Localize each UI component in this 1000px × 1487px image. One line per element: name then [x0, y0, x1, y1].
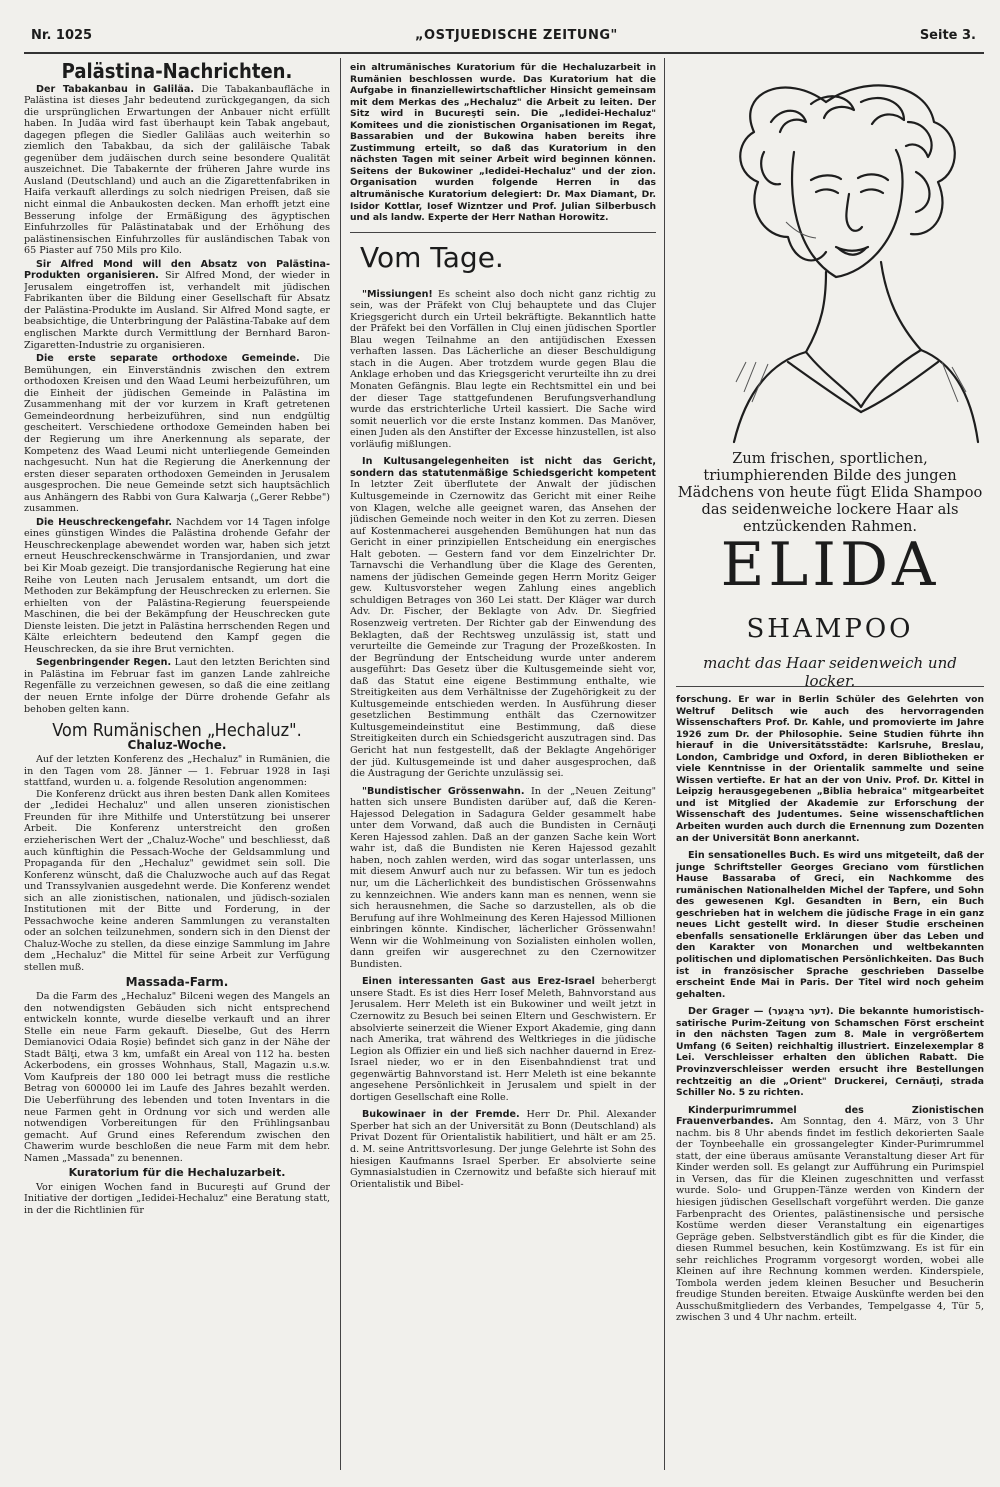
article-heading: Sir Alfred Mond will den Absatz von Palästina-Produkten organisieren. [24, 258, 330, 282]
article-paragraph [350, 289, 656, 451]
article-heading: "Bundistischer Grössenwahn. [362, 785, 525, 797]
article-text: Die Bemühungen, ein Einverständnis zwischen den extrem orthodoxen Kreisen und den Waad Leumi herbeizuführen, um die Einheit der jüdischen Gemeinde in Palästina im Zusammenhang mit der vor kurzem in Kraft getretenen Gemeindeordnung herbeizuführen, sind nun endgültig gescheitert. Verschiedene orthodoxe Gemeinden haben bei der Regierung um ihre Anerkennung als separate, der Kompetenz des Waad Leumi nicht unterliegende Gemeinden nachgesucht. Nun hat die Regierung die Anerkennung der ersten dieser separaten orthodoxen Gemeinden in Jerusalem ausgesprochen. Die neue Gemeinde setzt sich hauptsächlich aus Anhängern des Rabbi von Gura Kalwarja („Gerer Rebbe") zusammen. [24, 353, 330, 515]
article-paragraph: Vor einigen Wochen fand in Bucureşti auf Grund der Initiative der dortigen „Iedidei-Hechaluz" eine Beratung statt, in der die Richtlinien für [24, 1181, 330, 1216]
article-heading: In Kultusangelegenheiten ist nicht das Gericht, sondern das statutenmäßige Schiedsgericht kompetent [350, 456, 656, 479]
article-paragraph: Da die Farm des „Hechaluz" Bilceni wegen des Mangels an den notwendigsten Gebäuden sich nicht entsprechend entwickeln konnte, wurde dieselbe verkauft und an ihrer Stelle ein neue Farm gekauft. Dieselbe, Gut des Herrn Demianovici Odaia Roşie) befindet sich ganz in der Nähe der Stadt Bălţi, etwa 3 km, umfaßt ein Areal von 112 ha. besten Ackerbodens, ein grosses Wohnhaus, Stall, Magazin u.s.w. Vom Kaufpreis der 180 000 lei betragt muss die restliche Betrag von 600000 lei im Laufe des Jahres bezahlt werden. Die Ueberführung des lebenden und toten Inventars in die neue Farmen geht in Ordnung vor sich und werden alle notwendigen Vorbereitungen für den Frühlingsanbau gemacht. Auf Grund eines Referendum zwischen den Chawerim wurde beschloßen die neue Farm mit dem hebr. Namen „Massada" zu benennen. [24, 991, 330, 1164]
column-3 [676, 694, 984, 1472]
article-text: Herr Dr. Phil. Alexander Sperber hat sich an der Universität zu Bonn (Deutschland) als Privat Dozent für Orientalistik habilitiert, und hält er am 25. d. M. seine Antrittsvorlesung. Der junge Gelehrte ist Sohn des hiesigen Kaufmanns Israel Sperber. Er absolvierte seine Gymnasialstudien in Czernowitz und befaßte sich hierauf mit Orientalistik und Bibel- [350, 1109, 656, 1190]
section-subtitle: Kuratorium für die Hechaluzarbeit. [68, 1166, 286, 1180]
newspaper-title: „OSTJUEDISCHE ZEITUNG" [415, 28, 618, 43]
article-paragraph: forschung. Er war in Berlin Schüler des Gelehrten von Weltruf Delitsch wie auch des hervorragenden Wissenschafters Prof. Dr. Kahle, und promovierte im Jahre 1926 zum Dr. der Philosophie. Seine Studien führte ihn hierauf in die Universitätsstädte: Karlsruhe, Breslau, London, Cambridge und Oxford, in deren Bibliotheken er viele Kenntnisse in der Orientalik sammelte und seine Wissen vertiefte. Er hat an der von Univ. Prof. Dr. Kittel in Leipzig herausgegebenen „Biblia hebraica" mitgearbeitet und ist Mitglied der Akademie zur Erforschung der Wissenschaft des Judentumes. Seine wissenschaftlichen Arbeiten wurden auch durch die Ernennung zum Dozenten an der Universität Bonn anerkannt. [676, 694, 984, 844]
article-heading: Der Tabakanbau in Galiläa. [36, 83, 194, 95]
article-paragraph [350, 786, 656, 971]
ad-tagline: macht das Haar seidenweich und locker. [703, 654, 957, 690]
elida-shampoo-ad [676, 62, 984, 690]
article-heading: Die erste separate orthodoxe Gemeinde. [36, 353, 300, 365]
article-paragraph [24, 517, 330, 656]
article-text: Die Tabakanbaufläche in Palästina ist dieses Jahr bedeutend zurückgegangen, da sich die ursprünglichen Erwartungen der Anbauer nicht erfüllt haben. In Judäa wird fast überhaupt kein Tabak angebaut, dagegen pflegen die Siedler Galiläas auch weiterhin so ziemlich den Tabakbau, da sich der galiläische Tabak gegenüber dem judäischen durch seine besondere Qualität auszeichnet. Die Tabakernte der früheren Jahre wurde ins Ausland (Deutschland) und auch an die Zigarettenfabriken in Haifa verkauft allerdings zu solch niedrigen Preisen, daß sie nicht einmal die Anbaukosten decken. Man erhofft jetzt eine Besserung infolge der Ermäßigung des ägyptischen Einfuhrzolles für Palästinatabak und der Erhöhung des palästinensischen Einfuhrzolles für ausländischen Tabak von 65 Piaster auf 750 Mils pro Kilo. [24, 83, 330, 257]
section-title: Vom Tage. [360, 240, 504, 274]
article-paragraph [24, 353, 330, 515]
page-header [0, 28, 1000, 48]
article-paragraph [676, 1006, 984, 1098]
column-divider [340, 58, 341, 1470]
article-heading: Ein sensationelles Buch. [688, 850, 820, 862]
article-text: Am Sonntag, den 4. März, von 3 Uhr nachm. bis 8 Uhr abends findet im festlich dekorierten Saale der Toynbeehalle ein grossangelegter Kinder-Purimrummel statt, der eine überaus amüsante Veranstaltung dieser Art für Kinder werden soll. Es gelangt zur Aufführung ein Purimspiel in Versen, das für die Kleinen zugeschnitten und verfasst wurde. Solo- und Gruppen-Tänze werden von Kindern der hiesigen jüdischen Gesellschaft vorgeführt werden. Die ganze Farbenpracht des Orientes, palästinensische und persische Kostüme werden dieser Veranstaltung ein eigenartiges Gepräge geben. Selbstverständlich gibt es für die Kinder, die diesen Rummel besuchen, kein Kostümzwang. Es ist für ein sehr reichliches Programm vorgesorgt worden, wobei alle Kleinen auf ihre Rechnung kommen werden. Kinderspiele, Tombola werden jedem kleinen Besucher und Besucherin freudige Stunden bereiten. Etwaige Auskünfte werden bei den Ausschußmitgliedern des Verbandes, Tempelgasse 4, Tür 5, zwischen 3 und 4 Uhr nachm. erteilt. [676, 1116, 984, 1324]
article-paragraph [24, 84, 330, 257]
section-title: Palästina-Nachrichten. [61, 62, 293, 83]
divider [350, 232, 656, 233]
section-title: Vom Rumänischen „Hechaluz". [52, 720, 302, 742]
article-text: Laut den letzten Berichten sind in Palästina im Februar fast im ganzen Lande zahlreiche Regenfälle zu verzeichnen gewesen, so daß die eine zeitlang der neuen Ernte infolge der Dürre drohende Gefahr als behoben gelten kann. [24, 657, 330, 715]
article-text: In der „Neuen Zeitung" hatten sich unsere Bundisten darüber auf, daß die Keren-Hajessod Delegation in Sadagura Gelder gesammelt habe unter dem Vorwand, daß auch die Bundisten in Cernăuţi Keren Hajessod zahlen. Daß an der ganzen Sache kein Wort wahr ist, daß die Bundisten nie Keren Hajessod gezahlt haben, noch zahlen werden, wird das sogar unterlassen, uns mit diesem Anwurf auch nur zu befassen. Wir tun es jedoch nur, um die Lächerlichkeit des bundistischen Grössenwahns zu kennzeichnen. Wie anders kann man es nennen, wenn sie sich herausnehmen, die Sache so darzustellen, als ob die Berufung auf ihre Wohlmeinung des Keren Hajessod Millionen einbringen könnte. Kindischer, lächerlicher Grössenwahn! Wenn wir die Wohlmeinung von Sozialisten einholen wollen, dann greifen wir ausgerechnet zu den Czernowitzer Bundisten. [350, 785, 656, 970]
article-text: (דער גראַגער). Die bekannte humoristisch-satirische Purim-Zeitung von Schamschen Först erscheint in den nächsten Tagen zum 8. Male in vergrößertem Umfang (6 Seiten) reichhaltig illustriert. Einzelexemplar 8 Lei. Verschleisser erhalten den üblichen Rabatt. Die Provinzverschleisser werden ersucht ihre Bestellungen rechtzeitig an die „Orient" Druckerei, Cernăuţi, strada Schiller No. 5 zu richten. [676, 1006, 984, 1099]
article-heading: Der Grager — [688, 1006, 764, 1018]
article-heading: "Missiungen! [362, 288, 433, 300]
section-subtitle: Massada-Farm. [125, 974, 229, 989]
article-paragraph: Die Konferenz drückt aus ihren besten Dank allen Komitees der „Iedidei Hechaluz" und allen unseren zionistischen Freunden für ihre Mithilfe und Unterstützung bei unserer Arbeit. Die Konferenz unterstreicht den großen erzieherischen Wert der „Chaluz-Woche" und beschliesst, daß auch künftighin die Pessach-Woche der Geldsammlung und Propaganda für den „Hechaluz" gewidmet sein soll. Die Konferenz wünscht, daß die Chaluzwoche auch auf das Regat und Transsylvanien ausgedehnt werde. Die Konferenz wendet sich an alle zionistischen, nationalen, und jüdisch-sozialen Institutionen mit der Bitte und Forderung, in der Pessachwoche keine anderen Sammlungen zu veranstalten oder an solchen teilzunehmen, sondern sich in den Dienst der Chaluz-Woche zu stellen, da diese einzige Sammlung im Jahre dem „Hechaluz" die Mittel für seine Arbeit zur Verfügung stellen muß. [24, 788, 330, 974]
article-paragraph [350, 456, 656, 779]
article-paragraph [350, 1109, 656, 1190]
article-paragraph [676, 1105, 984, 1324]
page-side: Seite 3. [919, 28, 976, 43]
article-heading: Bukowinaer in der Fremde. [362, 1109, 520, 1121]
article-paragraph: Auf der letzten Konferenz des „Hechaluz" in Rumänien, die in den Tagen vom 28. Jänner — 1. Februar 1928 in Iaşi stattfand, wurden u. a. folgende Resolution angenommen: [24, 754, 330, 789]
article-paragraph [24, 657, 330, 715]
article-paragraph: ein altrumänisches Kuratorium für die Hechaluzarbeit in Rumänien beschlossen wurde. Das Kuratorium hat die Aufgabe in finanziellewirtschaftlicher Hinsicht gemeinsam mit dem Merkas des „Hechaluz" die Arbeit zu leiten. Der Sitz wird in Bucureşti sein. Die „Iedidei-Hechaluz" Komitees und die zionistischen Organisationen im Regat, Bassarabien und der Bukowina haben bereits ihre Zustimmung erteilt, so daß das Kuratorium in den nächsten Tagen mit seiner Arbeit wird beginnen können. Seitens der Bukowiner „Iedidei-Hechaluz" und der zion. Organisation wurden folgende Herren in das altrumänische Kuratorium delegiert: Dr. Max Diamant, Dr. Isidor Kottlar, Iosef Wizntzer und Prof. Julian Silberbusch und als landw. Experte der Herr Nathan Horowitz. [350, 62, 656, 224]
column-divider [664, 58, 665, 1470]
header-rule [24, 52, 984, 54]
article-paragraph [350, 976, 656, 1103]
ad-copy: Zum frischen, sportlichen, triumphierenden Bilde des jungen Mädchens von heute fügt Elida Shampoo das seidenweiche lockere Haar als entzückenden Rahmen. [677, 450, 983, 535]
ad-product-name: SHAMPOO [746, 614, 914, 644]
article-paragraph [676, 850, 984, 1000]
article-heading: Kinderpurimrummel des Zionistischen Frauenverbandes. [676, 1104, 984, 1128]
article-text: Es wird uns mitgeteilt, daß der junge Schriftsteller Georges Greciano vom fürstlichen Hause Bassaraba of Greci, ein Nachkomme des rumänischen Nationalhelden Michel der Tapfere, und Sohn des gewesenen Kgl. Gesandten in Bern, ein Buch geschrieben hat in welchem die jüdische Frage in ein ganz neues Licht gestellt wird. In dieser Studie erscheinen ebenfalls sensationelle Erklärungen über das Leben und den Karakter von Monarchen und weltbekannten politischen und diplomatischen Persönlichkeiten. Das Buch ist in französischer Sprache geschrieben Dasselbe erscheint Ende Mai in Paris. Der Titel wird noch geheim gehalten. [676, 850, 984, 1000]
article-text: Nachdem vor 14 Tagen infolge eines günstigen Windes die Palästina drohende Gefahr der Heuschreckenplage abewendet worden war, haben sich jetzt erneut Heuschreckenschwärme in Transjordanien, und zwar bei Kir Moab gezeigt. Die transjordanische Regierung hat eine Reihe von Leuten nach Jerusalem entsandt, um dort die Methoden zur Bekämpfung der Heuschrecken zu erlernen. Sie erhielten von der Palästina-Regierung feuerspeiende Maschinen, die bei der Bekämpfung der Heuschrecken gute Dienste leisten. Die jetzt in Palästina herrschenden Regen und Kälte erleichtern bedeutend den Kampf gegen die Heuschrecken, da sie ihre Brut vernichten. [24, 516, 330, 655]
article-text: beherbergt unsere Stadt. Es ist dies Herr Iosef Meleth, Bahnvorstand aus Jerusalem. Herr Meleth ist ein Bukowiner und weilt jetzt in Czernowitz zu Besuch bei seinen Eltern und Geschwistern. Er absolvierte seinerzeit die Wiener Export Akademie, ging dann nach Amerika, trat während des Weltkrieges in die jüdische Legion als Offizier ein und ließ sich nachher dauernd in Erez-Israel nieder, wo er in den Eisenbahndienst trat und gegenwärtig Bahnvorstand ist. Herr Meleth ist eine bekannte angesehene Persönlichkeit in Jerusalem und spielt in der dortigen Gesellschaft eine Rolle. [350, 976, 656, 1103]
article-heading: Segenbringender Regen. [36, 657, 172, 669]
section-subtitle: Chaluz-Woche. [127, 737, 227, 752]
article-text: Es scheint also doch nicht ganz richtig zu sein, was der Präfekt von Cluj behauptete und das Clujer Kriegsgericht durch ein Urteil bekräftigte. Bekanntlich hatte der Präfekt bei den Vorfällen in Cluj einen jüdischen Sportler Blau wegen Teilnahme an den antijüdischen Exessen verhaften lassen. Das Lächerliche an dieser Beschuldigung stach in die Augen. Aber trotzdem wurde gegen Blau die Anklage erhoben und das Kriegsgericht verurteilte ihn zu drei Monaten Gefängnis. Blau legte ein Rechtsmittel ein und bei der dieser Tage stattgefundenen Berufungsverhandlung wurde das erstrichterliche Urteil kassiert. Die Sache wird somit neuerlich vor die erste Instanz kommen. Das Manöver, einen Juden als den Anstifter der Excesse hinzustellen, ist also vorläufig mißlungen. [350, 288, 656, 450]
column-1 [24, 62, 330, 1472]
column-2 [350, 62, 656, 1472]
woman-portrait-illustration [676, 62, 984, 452]
ad-brand-name: ELIDA [720, 530, 940, 600]
page-number: Nr. 1025 [31, 28, 93, 43]
article-paragraph [24, 259, 330, 351]
article-text: In letzter Zeit überflutete der Anwalt der jüdischen Kultusgemeinde in Czernowitz das Gericht mit einer Reihe von Klagen, welche alle geeignet waren, das Ansehen der jüdischen Gemeinde noch weiter in den Kot zu zerren. Diesen auf Kostenmacherei ausgehenden Bemühungen hat nun das Gericht in einer prinzipiellen Entscheidung ein energisches Halt geboten. — Gestern fand vor dem Einzelrichter Dr. Tarnavschi die Verhandlung über die Klage des Gerenten, namens der jüdischen Gemeinde gegen Herrn Moritz Geiger gew. Kultusvorsteher wegen Zahlung eines angeblich schuldigen Betrages von 360 Lei statt. Der Kläger war durch Adv. Dr. Fischer, der Beklagte von Adv. Dr. Siegfried Rosenzweig vertreten. Der Richter gab der Einwendung des Beklagten, daß der Rechtsweg unzulässig ist, statt und verurteilte die Gemeinde zur Tragung der Prozeßkosten. In der Begründung der Entscheidung wurde unter anderem ausgeführt: Das Gesetz über die Kultusgemeinde sieht vor, daß das Statut eine eigene Bestimmung enthalte, wie Streitigkeiten aus dem Verhältnisse der Zugehörigkeit zu der Kultusgemeinde entschieden werden. In Ausführung dieser gesetzlichen Bestimmung enthält das Czernowitzer Kultusgemeindeinstitut eine Bestimmung, daß diese Streitigkeiten durch ein Schiedsgericht auszutragen sind. Das Gericht hat nun festgestellt, daß der Beklagte Angehöriger der jüd. Kultusgemeinde ist und daher ausgesprochen, daß die Austragung der Gerichte unzulässig sei. [350, 479, 656, 780]
article-heading: Einen interessanten Gast aus Erez-Israel [362, 976, 595, 988]
article-heading: Die Heuschreckengefahr. [36, 516, 173, 528]
article-text: Sir Alfred Mond, der wieder in Jerusalem eingetroffen ist, verhandelt mit jüdischen Fabrikanten über die Bildung einer Gesellschaft für Absatz der Palästina-Produkte im Ausland. Sir Alfred Mond sagte, er beabsichtige, die Unterbringung der Palästina-Tabake auf dem englischen Markte durch Vermittlung der Bernhard Baron-Zigaretten-Industrie zu organisieren. [24, 270, 330, 351]
